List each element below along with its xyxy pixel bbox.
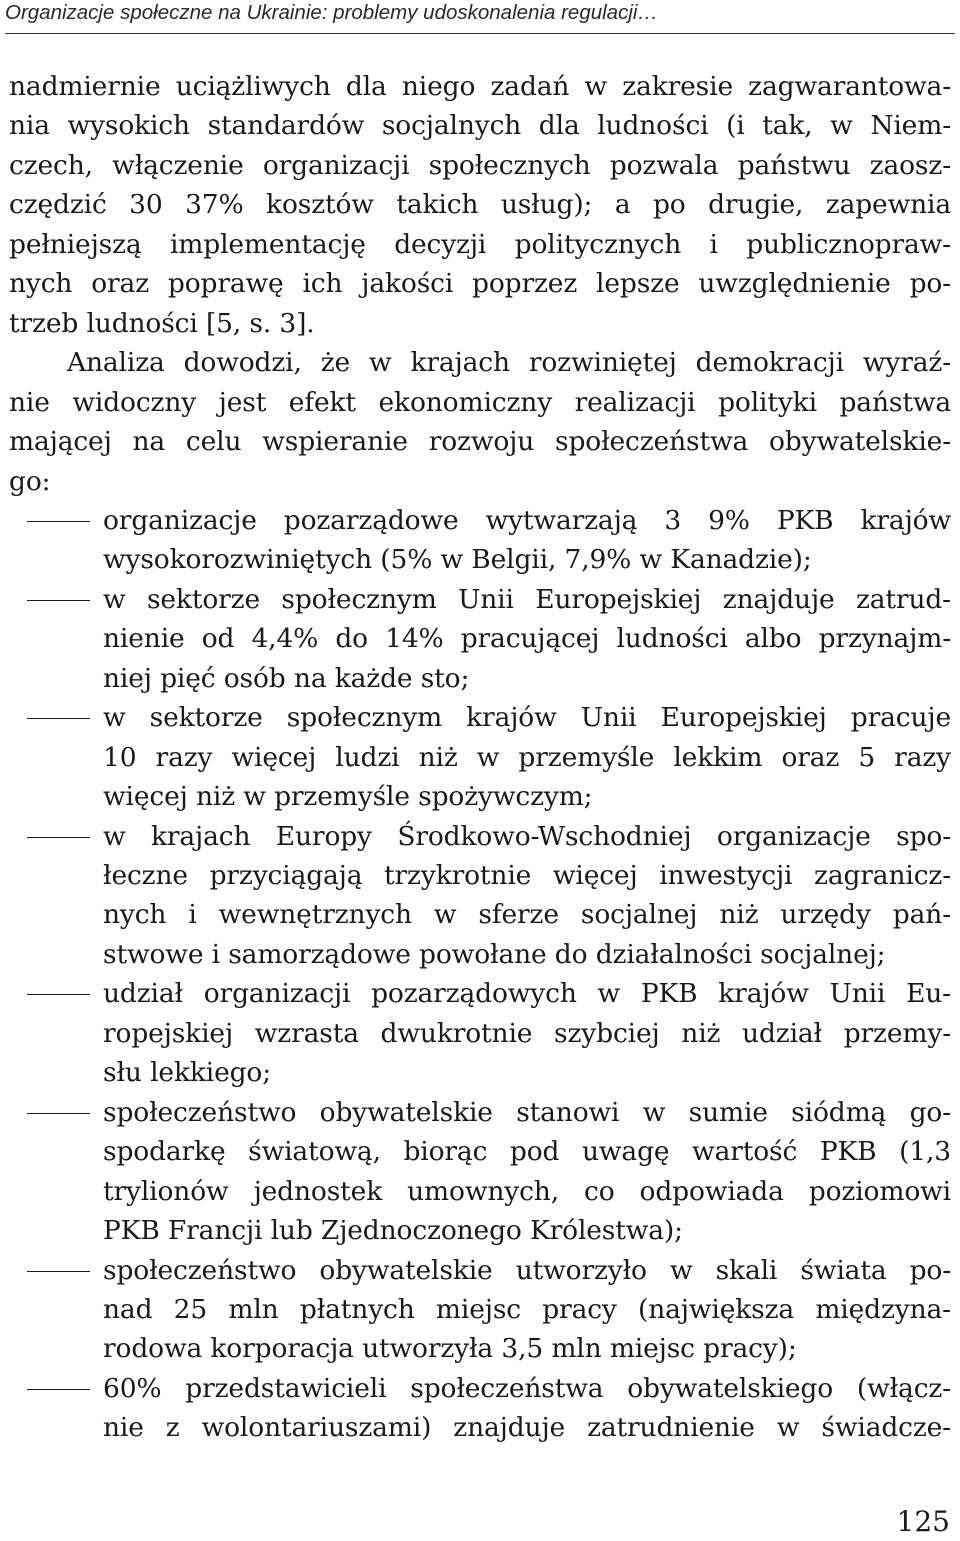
paragraph-line: nia wysokich standardów socjalnych dla ludności (i tak, w Niem- bbox=[9, 110, 951, 142]
list-item-line: słu lekkiego; bbox=[103, 1057, 272, 1089]
list-item-line: PKB Francji lub Zjednoczonego Królestwa); bbox=[103, 1215, 683, 1247]
paragraph-line: trzeb ludności [5, s. 3]. bbox=[9, 307, 315, 339]
list-item-line: w sektorze społecznym Unii Europejskiej znajduje zatrud- bbox=[103, 583, 951, 615]
list-item-line: rodowa korporacja utworzyła 3,5 mln miejsc pracy); bbox=[103, 1333, 797, 1365]
list-item-line: wysokorozwiniętych (5% w Belgii, 7,9% w Kanadzie); bbox=[103, 544, 812, 576]
list-item-line: 60% przedstawicieli społeczeństwa obywatelskiego (włącz- bbox=[103, 1372, 951, 1404]
list-item-dash bbox=[27, 1271, 90, 1272]
list-item-line: niej pięć osób na każde sto; bbox=[103, 662, 470, 694]
list-item-line: ropejskiej wzrasta dwukrotnie szybciej niż udział przemy- bbox=[103, 1017, 951, 1049]
paragraph-line: nadmiernie uciążliwych dla niego zadań w zakresie zagwarantowa- bbox=[9, 71, 951, 102]
list-item-dash bbox=[27, 837, 90, 838]
list-item-line: społeczeństwo obywatelskie utworzyło w skali świata po- bbox=[103, 1254, 951, 1286]
list-item-line: nad 25 mln płatnych miejsc pracy (największa międzyna- bbox=[103, 1293, 951, 1325]
list-item-dash bbox=[27, 1113, 90, 1114]
list-item-dash bbox=[27, 718, 90, 719]
list-item-dash bbox=[27, 521, 90, 522]
list-item-line: stwowe i samorządowe powołane do działalności socjalnej; bbox=[103, 938, 886, 970]
paragraph-line: mającej na celu wspieranie rozwoju społeczeństwa obywatelskie- bbox=[9, 426, 951, 458]
list-item-line: nie z wolontariuszami) znajduje zatrudnienie w świadcze- bbox=[103, 1412, 951, 1444]
list-item-line: społeczeństwo obywatelskie stanowi w sumie siódmą go- bbox=[103, 1096, 951, 1128]
paragraph-line: czech, włączenie organizacji społecznych pozwala państwu zaosz- bbox=[9, 149, 951, 181]
page-number: 125 bbox=[896, 1505, 950, 1538]
list-item-dash bbox=[27, 1389, 90, 1390]
running-header-title: Organizacje społeczne na Ukrainie: problemy udoskonalenia regulacji… bbox=[5, 1, 658, 24]
list-item-line: łeczne przyciągają trzykrotnie więcej inwestycji zagranicz- bbox=[103, 860, 951, 891]
list-item-line: więcej niż w przemyśle spożywczym; bbox=[103, 781, 593, 813]
paragraph-line: go: bbox=[9, 465, 51, 497]
list-item-dash bbox=[27, 600, 90, 601]
paragraph-line: nie widoczny jest efekt ekonomiczny realizacji polityki państwa bbox=[9, 386, 951, 418]
paragraph-line: czędzić 30 37% kosztów takich usług); a po drugie, zapewnia bbox=[9, 189, 951, 221]
paragraph-line: nych oraz poprawę ich jakości poprzez lepsze uwzględnienie po- bbox=[9, 268, 951, 300]
list-item-line: w sektorze społecznym krajów Unii Europejskiej pracuje bbox=[103, 702, 951, 734]
running-header bbox=[5, 0, 955, 34]
list-item-line: spodarkę światową, biorąc pod uwagę wartość PKB (1,3 bbox=[103, 1136, 951, 1168]
list-item-dash bbox=[27, 994, 90, 995]
list-item-line: trylionów jednostek umownych, co odpowiada poziomowi bbox=[103, 1175, 951, 1207]
list-item-line: w krajach Europy Środkowo-Wschodniej organizacje spo- bbox=[103, 820, 951, 852]
list-item-line: nienie od 4,4% do 14% pracującej ludności albo przynajm- bbox=[103, 623, 951, 655]
list-item-line: organizacje pozarządowe wytwarzają 3 9% PKB krajów bbox=[103, 504, 951, 536]
paragraph-line: Analiza dowodzi, że w krajach rozwiniętej demokracji wyraź- bbox=[67, 347, 951, 379]
list-item-line: nych i wewnętrznych w sferze socjalnej niż urzędy pań- bbox=[103, 899, 951, 931]
list-item-line: 10 razy więcej ludzi niż w przemyśle lekkim oraz 5 razy bbox=[103, 741, 951, 773]
list-item-line: udział organizacji pozarządowych w PKB krajów Unii Eu- bbox=[103, 978, 951, 1010]
paragraph-line: pełniejszą implementację decyzji politycznych i publicznopraw- bbox=[9, 228, 951, 260]
